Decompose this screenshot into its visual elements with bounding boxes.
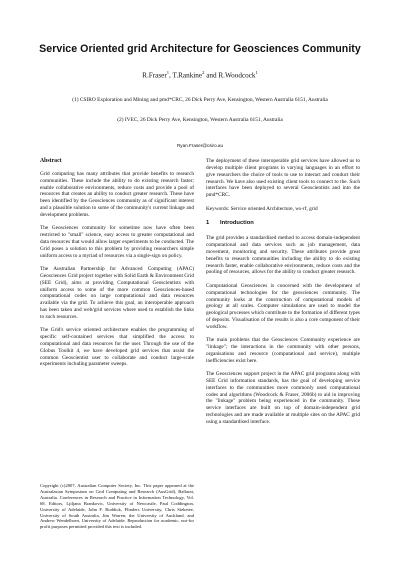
abstract-paragraph: The Australian Partnership for Advanced Computing (APAC) Geosciences Grid project together with Solid Earth & Environment Grid (SEE Grid), aims at providing Computational Geoscientists with uniform access to some of the more common Geosciences-based computational codes on large computational and data resources available via the grid. To achieve this goal, an interoperable approach has been taken and web/grid services where used to establish the links to such resources. xyxy=(40,265,194,320)
left-column xyxy=(40,158,194,375)
affiliation: (1) CSIRO Exploration and Mining and pmd*CRC, 26 Dick Perry Ave, Kensington, Western Australia 6151, Australia xyxy=(72,97,328,103)
section-heading xyxy=(206,220,360,227)
section-title: Introduction xyxy=(220,220,254,227)
abstract-paragraph: The Geosciences community for sometime now have often been restricted to "small" science, easy access to greater computational and data resources that would allow larger experiments to be conducted. The Grid poses a solution to this problem by providing researchers simple uniform access to a myriad of resources via a single-sign on policy. xyxy=(40,225,194,259)
abstract-paragraph: Grid computing has many attributes that provide benefits to research communities. These include the ability to do existing research faster; enable collaborative environments, reduce costs and provide a pool of resources that creates an ability to conduct greater research. These have been identified by the Geosciences community as of significant interest and a plausible solution to some of the community's current linkage and development problems. xyxy=(40,170,194,218)
copyright-notice: Copyright (c)2007, Australian Computer Society, Inc. This paper appeared at the Australasian Symposium on Grid Computing and Research (AusGrid), Ballarat, Australia. Conferences in Research and Practice in Information Technology, Vol. 68. Editors, Ljiljana Brankovic, University of Newcastle, Paul Coddington, University of Adelaide, John F. Roddick, Flinders University, Chris Steketee, University of South Australia, Jim Warren, the University of Auckland, and Andrew Wendelborn, University of Adelaide. Reproduction for academic, not-for profit purposes permitted provided this text is included. xyxy=(40,483,194,530)
author-affiliation-mark: 2 xyxy=(202,70,205,75)
right-column xyxy=(206,158,360,432)
author-name: R.Fraser xyxy=(142,71,167,80)
body-paragraph: Computational Geosciences is concerned with the development of computational technologies for the geosciences community. The community looks at the construction of computational models of geology at all scales. Computer simulations are used to model the geological processes which contribute to the formation of different types of deposits. Visualisation of the results is also a core component of their workflow. xyxy=(206,282,360,330)
paper-title: Service Oriented grid Architecture for Geosciences Community xyxy=(39,43,361,55)
author-name: R.Woodcock xyxy=(218,71,256,80)
body-paragraph: The main problems that the Geosciences Community experience are "linkage"; the interactions in the community with other persons, organisations and resource (computational and service), multiple inefficiencies exist here. xyxy=(206,337,360,364)
contact-email: Ryan.Fraser@csiro.au xyxy=(176,143,224,148)
author-list: R.Fraser$^1$, T.Rankine$^2$ and R.Woodcock$^1$ xyxy=(142,70,258,80)
affiliation: (2) IVEC, 26 Dick Perry Ave, Kensington, Western Australia 6151, Australia xyxy=(117,117,283,123)
keywords: Keywords: Service oriented Architecture, ws-rf, grid xyxy=(206,205,318,212)
abstract-paragraph: The deployment of these interoperable grid services have allowed us to develop multiple client programs in varying languages in an effort to give researchers the choice of tools to use to interact and conduct their research. We have also used existing client tools to connect to the. Such interfaces have been deployed to several Geoscientists and into the pmd*CRC. xyxy=(206,158,360,199)
body-paragraph: The Geosciences support project in the APAC grid programs along with SEE Grid information standards, has the goal of developing service interfaces to the communities more commonly used computational codes and algorithms (Woodcock & Fraser, 2006b) to aid in improving the "linkage" problem being experienced in the community. These service interfaces are built on top of domain-independent grid technologies and are made available at multiple sites on the APAC grid using a standardised interface. xyxy=(206,371,360,425)
author-affiliation-mark: 1 xyxy=(255,70,258,75)
body-paragraph: The grid provides a standardised method to access domain-independent computational and data services such as job management, data movement, monitoring and security. These attributes provide great benefits to research communities including the ability to do existing research faster, enable collaborative environments, reduce costs and the pooling of resources, allows for the ability to conduct greater research. xyxy=(206,235,360,276)
abstract-paragraph: The Grid's service oriented architecture enables the programming of specific self-contained services that simplified the access to computational and data resources for the user. Through the use of the Globus Toolkit 4, we have developed grid services that assist the common Geoscientist user to collaborate and conduct large-scale experiments including parameter sweeps. xyxy=(40,327,194,368)
author-name: T.Rankine xyxy=(172,71,203,80)
abstract-heading: Abstract xyxy=(40,158,62,164)
author-affiliation-mark: 1 xyxy=(166,70,170,75)
section-number: 1 xyxy=(206,220,210,227)
